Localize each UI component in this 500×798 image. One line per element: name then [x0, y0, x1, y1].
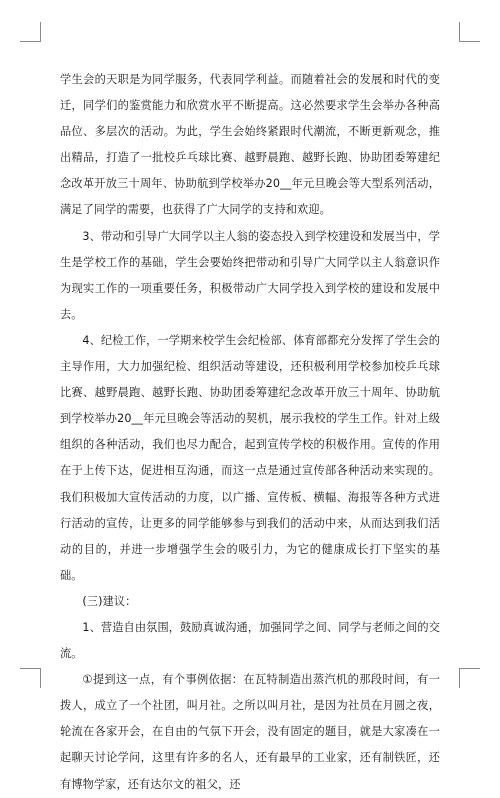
paragraph-item-3: 3、带动和引导广大同学以主人翁的姿态投入到学校建设和发展当中，学生是学校工作的基础，学生会要始终把带动和引导广大同学以主人翁意识作为现实工作的一项重要任务，积极带动广大同学投入到学校的建设和发展中去。 — [60, 229, 440, 321]
crop-mark-bottom-right-horizontal — [460, 668, 480, 669]
crop-mark-top-right-vertical — [459, 22, 460, 42]
paragraph-suggestion-1: 1、营造自由氛围，鼓励真诚沟通，加强同学之间、同学与老师之间的交流。 — [60, 620, 440, 661]
crop-mark-bottom-left-vertical — [40, 668, 41, 688]
section-heading-suggestions: (三)建议： — [82, 594, 137, 608]
crop-mark-top-left-horizontal — [20, 41, 40, 42]
paragraph-item-4: 4、纪检工作，一学期来校学生会纪检部、体育部都充分发挥了学生会的主导作用，大力加强纪检、组织活动等建设，还积极利用学校参加校乒乓球比赛、越野晨跑、越野长跑、协助团委筹建纪念改革开放三十周年、协助航到学校举办20__年元旦晚会等活动的契机，展示我校的学生工作。针对上级组织的各种活动，我们也尽力配合，起到宣传学校的积极作用。宣传的作用在于上传下达，促进相互沟通，而这一点是通过宣传部各种活动来实现的。我们积极加大宣传活动的力度，以广播、宣传板、横幅、海报等各种方式进行活动的宣传，让更多的同学能够参与到我们的活动中来，从而达到我们活动的目的，并进一步增强学生会的吸引力，为它的健康成长打下坚实的基础。 — [60, 333, 440, 582]
document-body — [60, 67, 440, 798]
crop-mark-top-left-vertical — [40, 22, 41, 42]
paragraph-example: ①提到这一点，有个事例依据：在瓦特制造出蒸汽机的那段时间，有一拨人，成立了一个社团，叫月社。之所以叫月社，是因为社员在月圆之夜，轮流在各家开会，在自由的气氛下开会，没有固定的题目，就是大家凑在一起聊天讨论学问，这里有许多的名人，还有最早的工业家，还有制铁匠，还有博物学家，还有达尔文的祖父，还 — [60, 673, 440, 791]
crop-mark-top-right-horizontal — [460, 41, 480, 42]
crop-mark-bottom-right-vertical — [459, 668, 460, 688]
crop-mark-bottom-left-horizontal — [20, 668, 40, 669]
paragraph-intro: 学生会的天职是为同学服务，代表同学利益。而随着社会的发展和时代的变迁，同学们的鉴赏能力和欣赏水平不断提高。这必然要求学生会举办各种高品位、多层次的活动。为此，学生会始终紧跟时代潮流，不断更新观念，推出精品，打造了一批校乒乓球比赛、越野晨跑、越野长跑、协助团委筹建纪念改革开放三十周年、协助航到学校举办20__年元旦晚会等大型系列活动，满足了同学的需要，也获得了广大同学的支持和欢迎。 — [60, 73, 440, 217]
